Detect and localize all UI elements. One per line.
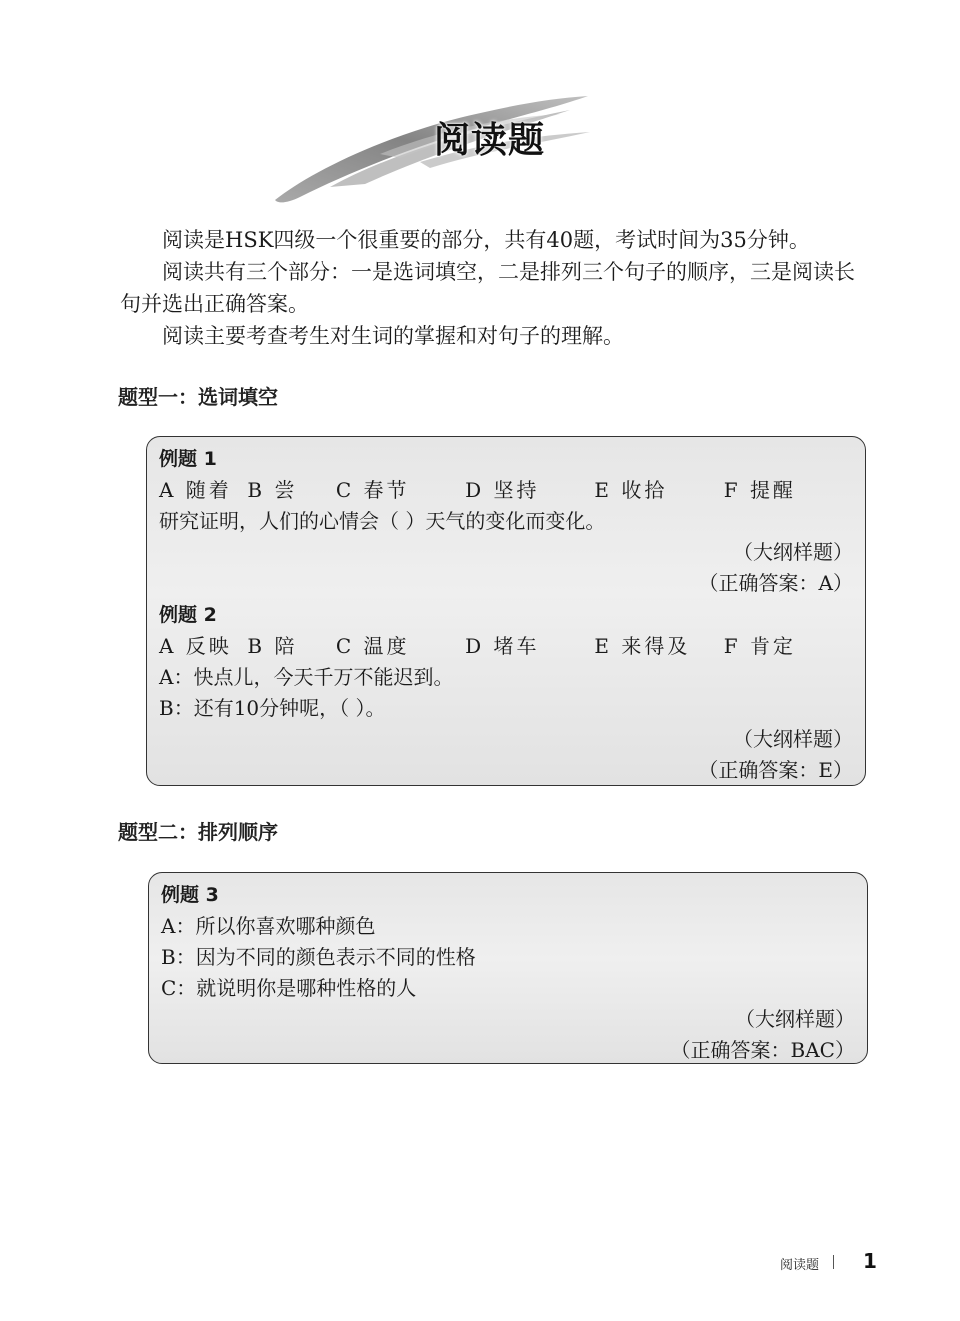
source-note: （大纲样题） (733, 727, 853, 751)
source-note: （大纲样题） (735, 1007, 855, 1031)
option: F 提醒 (723, 478, 796, 502)
example-box-1-2 (146, 436, 866, 786)
intro-paragraph: 阅读主要考查考生对生词的掌握和对句子的理解。 (162, 324, 624, 348)
answer-note: （正确答案：BAC） (670, 1038, 855, 1062)
intro-paragraph: 阅读是HSK四级一个很重要的部分，共有40题，考试时间为35分钟。 (162, 228, 810, 252)
sentence-line: C：就说明你是哪种性格的人 (161, 976, 417, 1000)
option: C 温度 (335, 634, 410, 658)
example-box-3 (148, 872, 868, 1064)
option-list (159, 631, 853, 662)
option: B 陪 (247, 634, 298, 658)
intro-section (120, 224, 870, 352)
answer-note: （正确答案：E） (698, 758, 853, 782)
section-heading-ordering: 题型二：排列顺序 (118, 820, 278, 844)
question-sentence: 研究证明，人们的心情会（ ）天气的变化而变化。 (159, 509, 606, 533)
option: A 反映 (159, 634, 232, 658)
option: E 收拾 (594, 478, 668, 502)
option: F 肯定 (723, 634, 796, 658)
option: C 春节 (335, 478, 410, 502)
option: A 随着 (159, 478, 232, 502)
option: D 堵车 (465, 634, 540, 658)
answer-note: （正确答案：A） (698, 571, 853, 595)
footer-section-label: 阅读题 (780, 1258, 820, 1273)
option: B 尝 (247, 478, 298, 502)
intro-paragraph: 阅读共有三个部分：一是选词填空，二是排列三个句子的顺序，三是阅读长句并选出正确答案。 (120, 260, 855, 316)
example-title: 例题 1 (159, 448, 217, 470)
example-title: 例题 3 (161, 884, 219, 906)
section-heading-fill-in: 题型一：选词填空 (118, 385, 278, 409)
example-title: 例题 2 (159, 604, 217, 626)
sentence-line: A：所以你喜欢哪种颜色 (161, 914, 376, 938)
dialogue-line: B：还有10分钟呢，（ ）。 (159, 696, 386, 720)
page-number: 1 (863, 1249, 877, 1273)
footer-divider (833, 1255, 834, 1269)
option: D 坚持 (465, 478, 540, 502)
page-title: 阅读题 (434, 119, 546, 161)
option-list (159, 475, 853, 506)
option: E 来得及 (594, 634, 691, 658)
source-note: （大纲样题） (733, 540, 853, 564)
dialogue-line: A：快点儿，今天千万不能迟到。 (159, 665, 454, 689)
sentence-line: B：因为不同的颜色表示不同的性格 (161, 945, 476, 969)
